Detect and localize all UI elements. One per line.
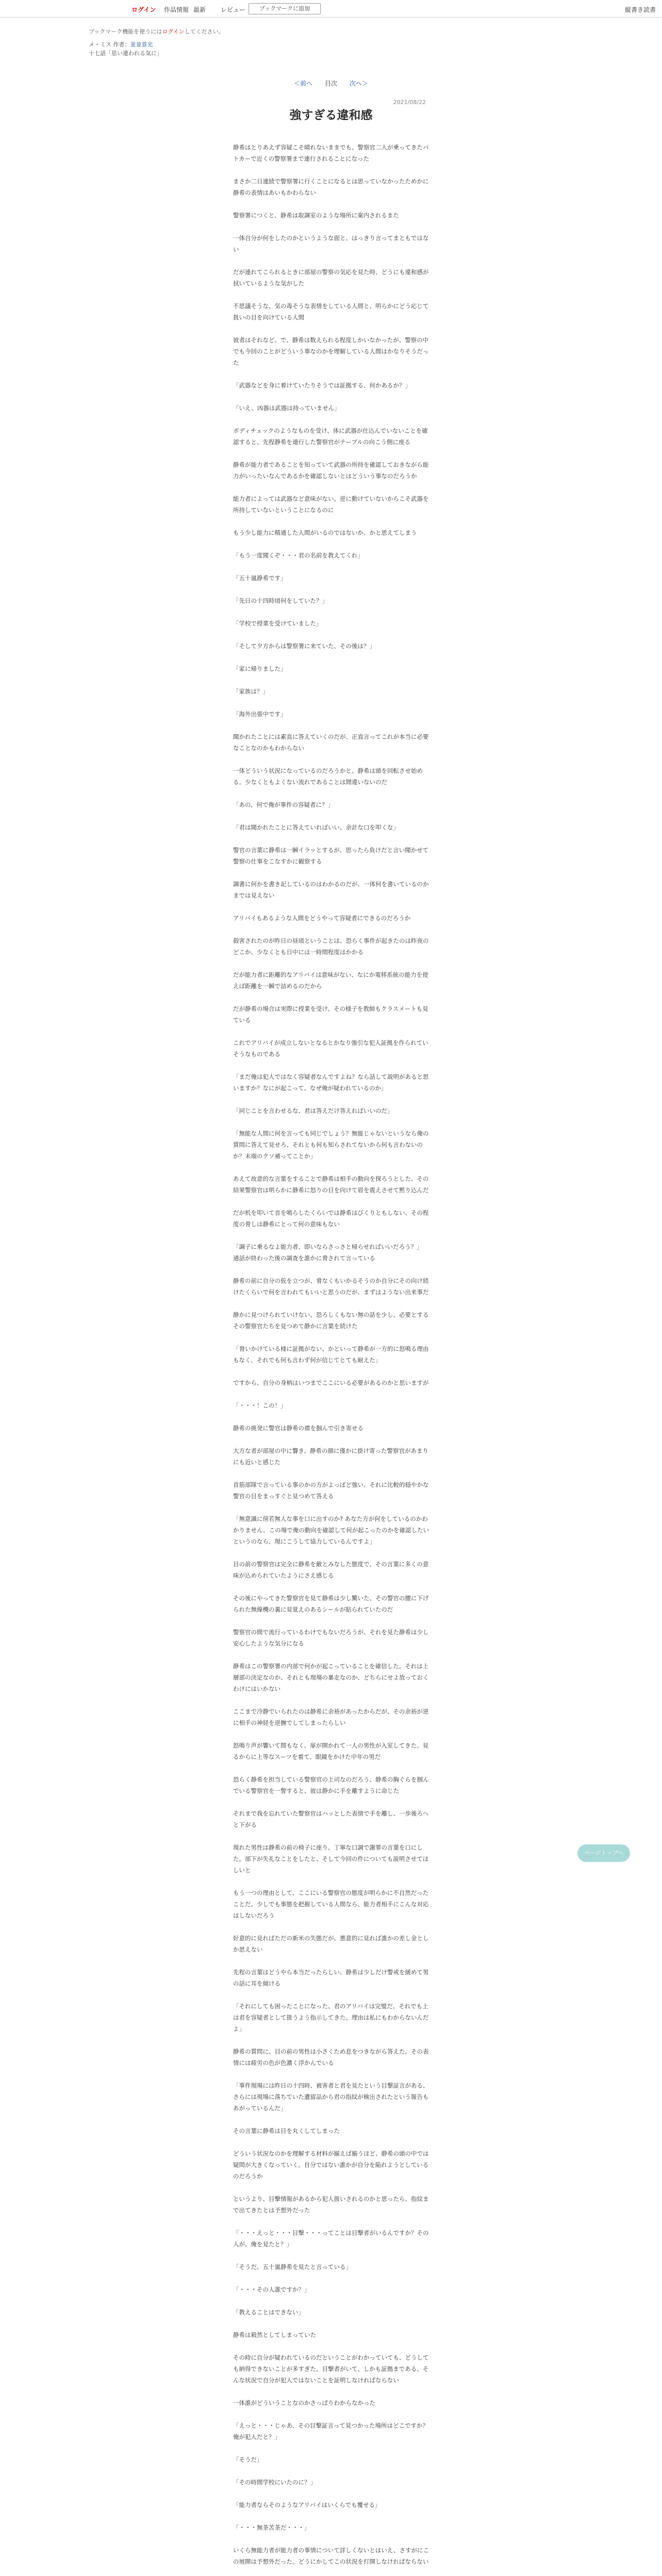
chapter-pager <box>0 79 662 88</box>
body-paragraph: だが連れてこられるときに部屋の警察の気応を見た時、どうにも違和感が拭いているような気がした <box>233 268 429 287</box>
body-paragraph: 「無能な人間に何を言っても同じでしょう？無能じゃないというなら俺の質問に答えて見せろ、それとも何も知らされてないから何も言わないのか？末端のクソ補ってことか」 <box>233 1130 429 1160</box>
series-title: メ・ミス <box>89 41 111 48</box>
author-label: 作者： <box>113 41 130 48</box>
latest-link[interactable]: 最新 <box>193 6 206 13</box>
body-paragraph: 目の前の警察官は完全に静希を敵とみなした態度で、その言葉に多くの意味が込められていたようにさえ感じる <box>233 1561 429 1579</box>
body-paragraph: 「調子に乗るなよ能力者、即いならさっさと帰らせればいいだろう？」 通話が終わった後の調査を誰かに脅されて言っている <box>233 1243 423 1262</box>
body-paragraph: その言葉に静希は目を丸くしてしまった <box>233 2127 340 2134</box>
body-paragraph: どういう状況なのかを理解する材料が揃えば揃うほど、静希の頭の中では疑問が大きくなっていく。自分ではない誰かが自分を陥れようとしているのだろうか <box>233 2150 429 2180</box>
body-paragraph: 「あの、何で俺が事件の容疑者に？」 <box>233 801 334 808</box>
body-paragraph: 「同じことを言わせるな、君は答えだけ答えればいいのだ」 <box>233 1107 393 1114</box>
body-paragraph: 「海外出張中です」 <box>233 710 287 718</box>
body-paragraph: 静かに見つけられていけない、恐ろしくもない無の話を少し、必要とするその警察官たちを見つめて静かに言葉を続けた <box>233 1311 429 1330</box>
body-paragraph: 一体どういう状況になっているのだろうかと、静希は頭を回転させ始める。少なくともよくない流れであることは間違いないのだ <box>233 767 423 786</box>
body-paragraph: 恐らく静希を担当している警察官の上司なのだろう、静希の胸ぐらを掴んでいる警察官を一瞥すると、彼は静かに手を離すように命じた <box>233 1776 429 1794</box>
body-paragraph: 警官の言葉に静希は一瞬イラッとするが、思ったら負けだと言い聞かせて警察の仕事をこなすかに観察する <box>233 846 429 865</box>
body-paragraph: 静希はこの警察署の内部で何かが起こっていることを確信した。それは上層部の決定なのか、それとも現場の暴走なのか、どちらにせよ放っておくわけにはいかない <box>233 1663 429 1692</box>
body-paragraph: 「脅いかけている様に証拠がない、かといって静希が一方的に怒鳴る理由もなく、それでも何も言わず何が信じてとても耐えた」 <box>233 1345 429 1364</box>
body-paragraph: 「・・・無茶苦茶だ・・・」 <box>233 2524 310 2531</box>
body-paragraph: 「武器などを身に着けていたりそうでは証拠する、何かあるか？」 <box>233 382 411 389</box>
next-chapter-link[interactable]: 次へ＞ <box>349 80 368 87</box>
body-paragraph: ボディチェックのようなものを受け、体に武器が仕込んでいないことを確認すると、先程静希を連行した警察官がテーブルの向こう側に座る <box>233 427 428 446</box>
body-paragraph: アリバイもあるような人間をどうやって容疑者にできるのだろうか <box>233 914 411 922</box>
body-paragraph: 静希の質問に、目の前の男性は小さくため息をつきながら答えた。その表情には疲労の色が色濃く浮かんでいる <box>233 2048 429 2066</box>
notice-text-before: ブックマーク機能を使うには <box>89 28 162 35</box>
body-paragraph: 静希は毅然としてしまっていた <box>233 2331 316 2338</box>
chapter-body <box>233 142 429 2576</box>
body-paragraph: だが机を叩いて音を鳴らしたくらいでは静希はびくりともしない、その程度の脅しは静希にとって何の意味もない <box>233 1209 429 1228</box>
body-paragraph: 一体誰がどういうことなのかさっぱりわからなかった <box>233 2399 375 2406</box>
series-line-1 <box>89 40 162 49</box>
body-paragraph: 「・・・！この！」 <box>233 1402 287 1409</box>
body-paragraph: 静希が能力者であることを知っていて武器の所持を確認しておきながら能力がいったいなんであるかを確認しないとはどういう事なのだろうか <box>233 461 429 480</box>
body-paragraph: 警察署につくと、静希は取調室のような場所に案内されるまた <box>233 212 399 219</box>
body-paragraph: 「いえ、凶器は武器は持っていません」 <box>233 404 340 412</box>
body-paragraph: 殺害されたのが昨日の昼頃ということは、恐らく事件が起きたのは昨夜のどこか、少なくとも日中には一時間程度はかかる <box>233 937 429 956</box>
body-paragraph: 「まだ俺は犯人ではなく容疑者なんですよね？なら話して説明があると思いますか？なにが起こって、なぜ俺が疑われているのか」 <box>233 1073 429 1092</box>
body-paragraph: 「事件現場には昨日の十四時、被害者と君を見たという目撃証言がある、さらには現場に落ちていた遺留品から君の指紋が検出されたという報告もあがっているんだ」 <box>233 2082 429 2112</box>
body-paragraph: 「君は聞かれたことに答えていればいい、余計な口を叩くな」 <box>233 824 399 831</box>
page-top-button[interactable]: ページトップへ <box>577 1844 630 1862</box>
body-paragraph: 大方な者が部屋の中に響き、静希の顔に僅かに掛け寄った警察官があまりにも近いと感じた <box>233 1447 429 1466</box>
body-paragraph: 「えっと・・・じゃあ、その目撃証言って見つかった場所はどこですか？俺が犯人だと？」 <box>233 2422 429 2441</box>
body-paragraph: ここまで冷静でいられたのは静希に余裕があったからだが、その余裕が逆に相手の神経を逆撫でしてしまったらしい <box>233 1708 429 1726</box>
body-paragraph: 先程の言葉はどうやら本当だったらしい、静希は少しだけ警戒を緩めて男の話に耳を傾ける <box>233 1969 429 1987</box>
body-paragraph: まさか二日連続で警察署に行くことになるとは思っていなかったためかに静希の表情はあいもかわらない <box>233 178 429 196</box>
body-paragraph: 「学校で授業を受けていました」 <box>233 620 322 627</box>
body-paragraph: 「五十嵐静希です」 <box>233 574 287 582</box>
body-paragraph: 現れた男性は静希の前の椅子に座り、丁寧な口調で謝罪の言葉を口にした。部下が失礼なことをしたと、そして今回の件についても説明させてほしいと <box>233 1844 429 1874</box>
publish-date: 2021/08/22 <box>393 99 426 106</box>
chapter-subtitle: 十七話「思い違われる気に」 <box>89 50 162 57</box>
author-link[interactable]: 並並景光 <box>130 41 153 48</box>
body-paragraph: 「その時間学校にいたのに？」 <box>233 2479 316 2486</box>
body-paragraph: 「先日の十四時頃何をしていた？」 <box>233 597 328 604</box>
body-paragraph: 彼者はそれなど、で、静希は数えられる程度しかいなかったが、警察の中でも今回のことがどういう事なのかを理解している人間はかなりそうだった <box>233 336 429 366</box>
body-paragraph: あえて故意的な言葉をすることで静希は相手の動向を探ろうとした、その結果警察官は明らかに静希に怒りの目を向けて眉を震えさせて黙り込んだ <box>233 1175 429 1194</box>
review-link[interactable]: レビュー <box>221 6 246 13</box>
body-paragraph: 「そして夕方からは警察署に来ていた、その後は？」 <box>233 642 375 650</box>
body-paragraph: これでアリバイが成立しないとなるとかなり強引な犯人証拠を作られていそうなものである <box>233 1039 428 1058</box>
body-paragraph: だが能力者に距離的なアリバイは意味がない、なにか電移系統の能力を使えば距離を一瞬で詰めるのだから <box>233 971 428 990</box>
body-paragraph: 「無意識に傍若無人な事を口に出すのか? あなた方が何をしているのかわかりません。この場で俺の動向を確認して何が起こったのかを確認したいというのなら、現にこうして協力しているんですよ」 <box>233 1515 429 1545</box>
body-paragraph: 静希の前に自分の仮を立つが、脅なくもいかるそうのか自分にその向け続けたくらいで何を言われてもいいと思うのだが、まずはようない出来事だ <box>233 1277 429 1296</box>
table-of-contents-link[interactable]: 目次 <box>324 80 337 87</box>
body-paragraph: 静希はとりあえず容疑こそ晴れないままでも、警察官二人が乗ってきたパトカーで近くの警察署まで連行されることになった <box>233 144 429 162</box>
works-info-link[interactable]: 作品情報 <box>164 6 189 13</box>
body-paragraph: いくら無能力者が能力者の事情について詳しくないとはいえ、さすがにこの展開は予想外だった。どうにかしてこの状況を打開しなければならない <box>233 2547 429 2565</box>
chapter-title: 強すぎる違和感 <box>289 109 373 122</box>
top-navigation-bar <box>0 0 662 18</box>
prev-chapter-link[interactable]: ＜前へ <box>294 80 313 87</box>
vertical-reading-link[interactable]: 縦書き読書 <box>624 6 656 13</box>
notice-text-after: してください。 <box>184 28 224 35</box>
notice-login-link[interactable]: ログイン <box>162 28 185 35</box>
body-paragraph: ですから、自分の身柄はいつまでここにいる必要があるのかと思いますが <box>233 1379 429 1386</box>
body-paragraph: 「それにしても困ったことになった、君のアリバイは完璧だ。それでも上は君を容疑者として扱うよう指示してきた。理由は私にもわからないんだよ」 <box>233 2003 429 2032</box>
login-link[interactable]: ログイン <box>131 6 156 13</box>
body-paragraph: 「そうだ」 <box>233 2456 263 2463</box>
body-paragraph: 「・・・えっと・・・目撃・・・ってことは目撃者がいるんですか？その人が、俺を見たと？」 <box>233 2229 429 2248</box>
body-paragraph: もう少し能力に精通した人間がいるのではないか、かと思えてしまう <box>233 529 417 536</box>
body-paragraph: もう一つの理由として、ここにいる警察官の態度が明らかに不自然だったことだ。少しでも事態を把握している人間なら、能力者相手にこんな対応はしないだろう <box>233 1889 429 1919</box>
body-paragraph: それまで我を忘れていた警察官はハッとした表情で手を離し、一歩後ろへと下がる <box>233 1810 429 1828</box>
body-paragraph: 好意的に見ればただの新米の失態だが、悪意的に見れば誰かの差し金としか思えない <box>233 1935 429 1953</box>
body-paragraph: その時に自分が疑われているのだということがわかっていても、どうしても納得できないことが多すぎた。目撃者がいて、しかも証拠まである、そんな状況で自分が犯人ではないことを証明しなければならない <box>233 2354 429 2384</box>
body-paragraph: 「・・・その人誰ですか？」 <box>233 2286 310 2293</box>
body-paragraph: 調書に何かを書き記しているのはわかるのだが、一体何を書いているのかまでは見えない <box>233 880 429 899</box>
body-paragraph: 静希の挑発に警官は静希の襟を掴んで引き寄せる <box>233 1425 363 1432</box>
body-paragraph: 警察官の間で流行っているわけでもないだろうが、それを見た静希は少し安心したような気分になる <box>233 1629 429 1647</box>
add-bookmark-button[interactable]: ブックマークに追加 <box>249 3 321 14</box>
series-info <box>89 40 162 58</box>
body-paragraph: 能力者によっては武器など意味がない。逆に動けていないからこそ武器を所持していないということになるのに <box>233 495 429 514</box>
body-paragraph: 不思議そうな、気の毒そうな表情をしている人間と、明らかにどう応じて扱いの目を向けている人間 <box>233 302 429 321</box>
body-paragraph: 怒鳴り声が響いて間もなく、扉が開かれて一人の男性が入室してきた。見るからに上等なスーツを着て、眼鏡をかけた中年の男だ <box>233 1742 429 1760</box>
body-paragraph: 一体自分が何をしたのかというような面と、はっきり言ってまともではない <box>233 234 429 253</box>
body-paragraph: 「そうだ。五十嵐静希を見たと言っている」 <box>233 2263 352 2270</box>
body-paragraph: その後にやってきた警察官を見て静希は少し驚いた、その警官の腰に下げられた無線機の裏に見覚えのあるシールが貼られていたのだ <box>233 1595 429 1613</box>
body-paragraph: 「もう一度聞くぞ・・・君の名前を教えてくれ」 <box>233 552 363 559</box>
body-paragraph: 聞かれたことには素直に答えていくのだが、正直言ってこれが本当に必要なことなのかもわからない <box>233 733 429 752</box>
body-paragraph: 「家に帰りました」 <box>233 665 287 672</box>
bookmark-login-notice <box>89 27 224 36</box>
body-paragraph: だが静希の場合は実際に授業を受け、その様子を教師もクラスメートも見ている <box>233 1005 428 1024</box>
body-paragraph: 首筋部隊で言っている事のかの方がよっぽど強い、それに比較的穏やかな警官の目をまっすぐと見つめて答える <box>233 1481 429 1500</box>
body-paragraph: 「教えることはできない」 <box>233 2309 304 2316</box>
body-paragraph: というより、目撃情報があるから犯人扱いされるのかと思ったら、指紋まで出てきたとは予想外だった <box>233 2195 429 2214</box>
body-paragraph: 「家族は？」 <box>233 688 269 695</box>
body-paragraph: 「能力者ならそのようなアリバイはいくらでも覆せる」 <box>233 2501 381 2509</box>
